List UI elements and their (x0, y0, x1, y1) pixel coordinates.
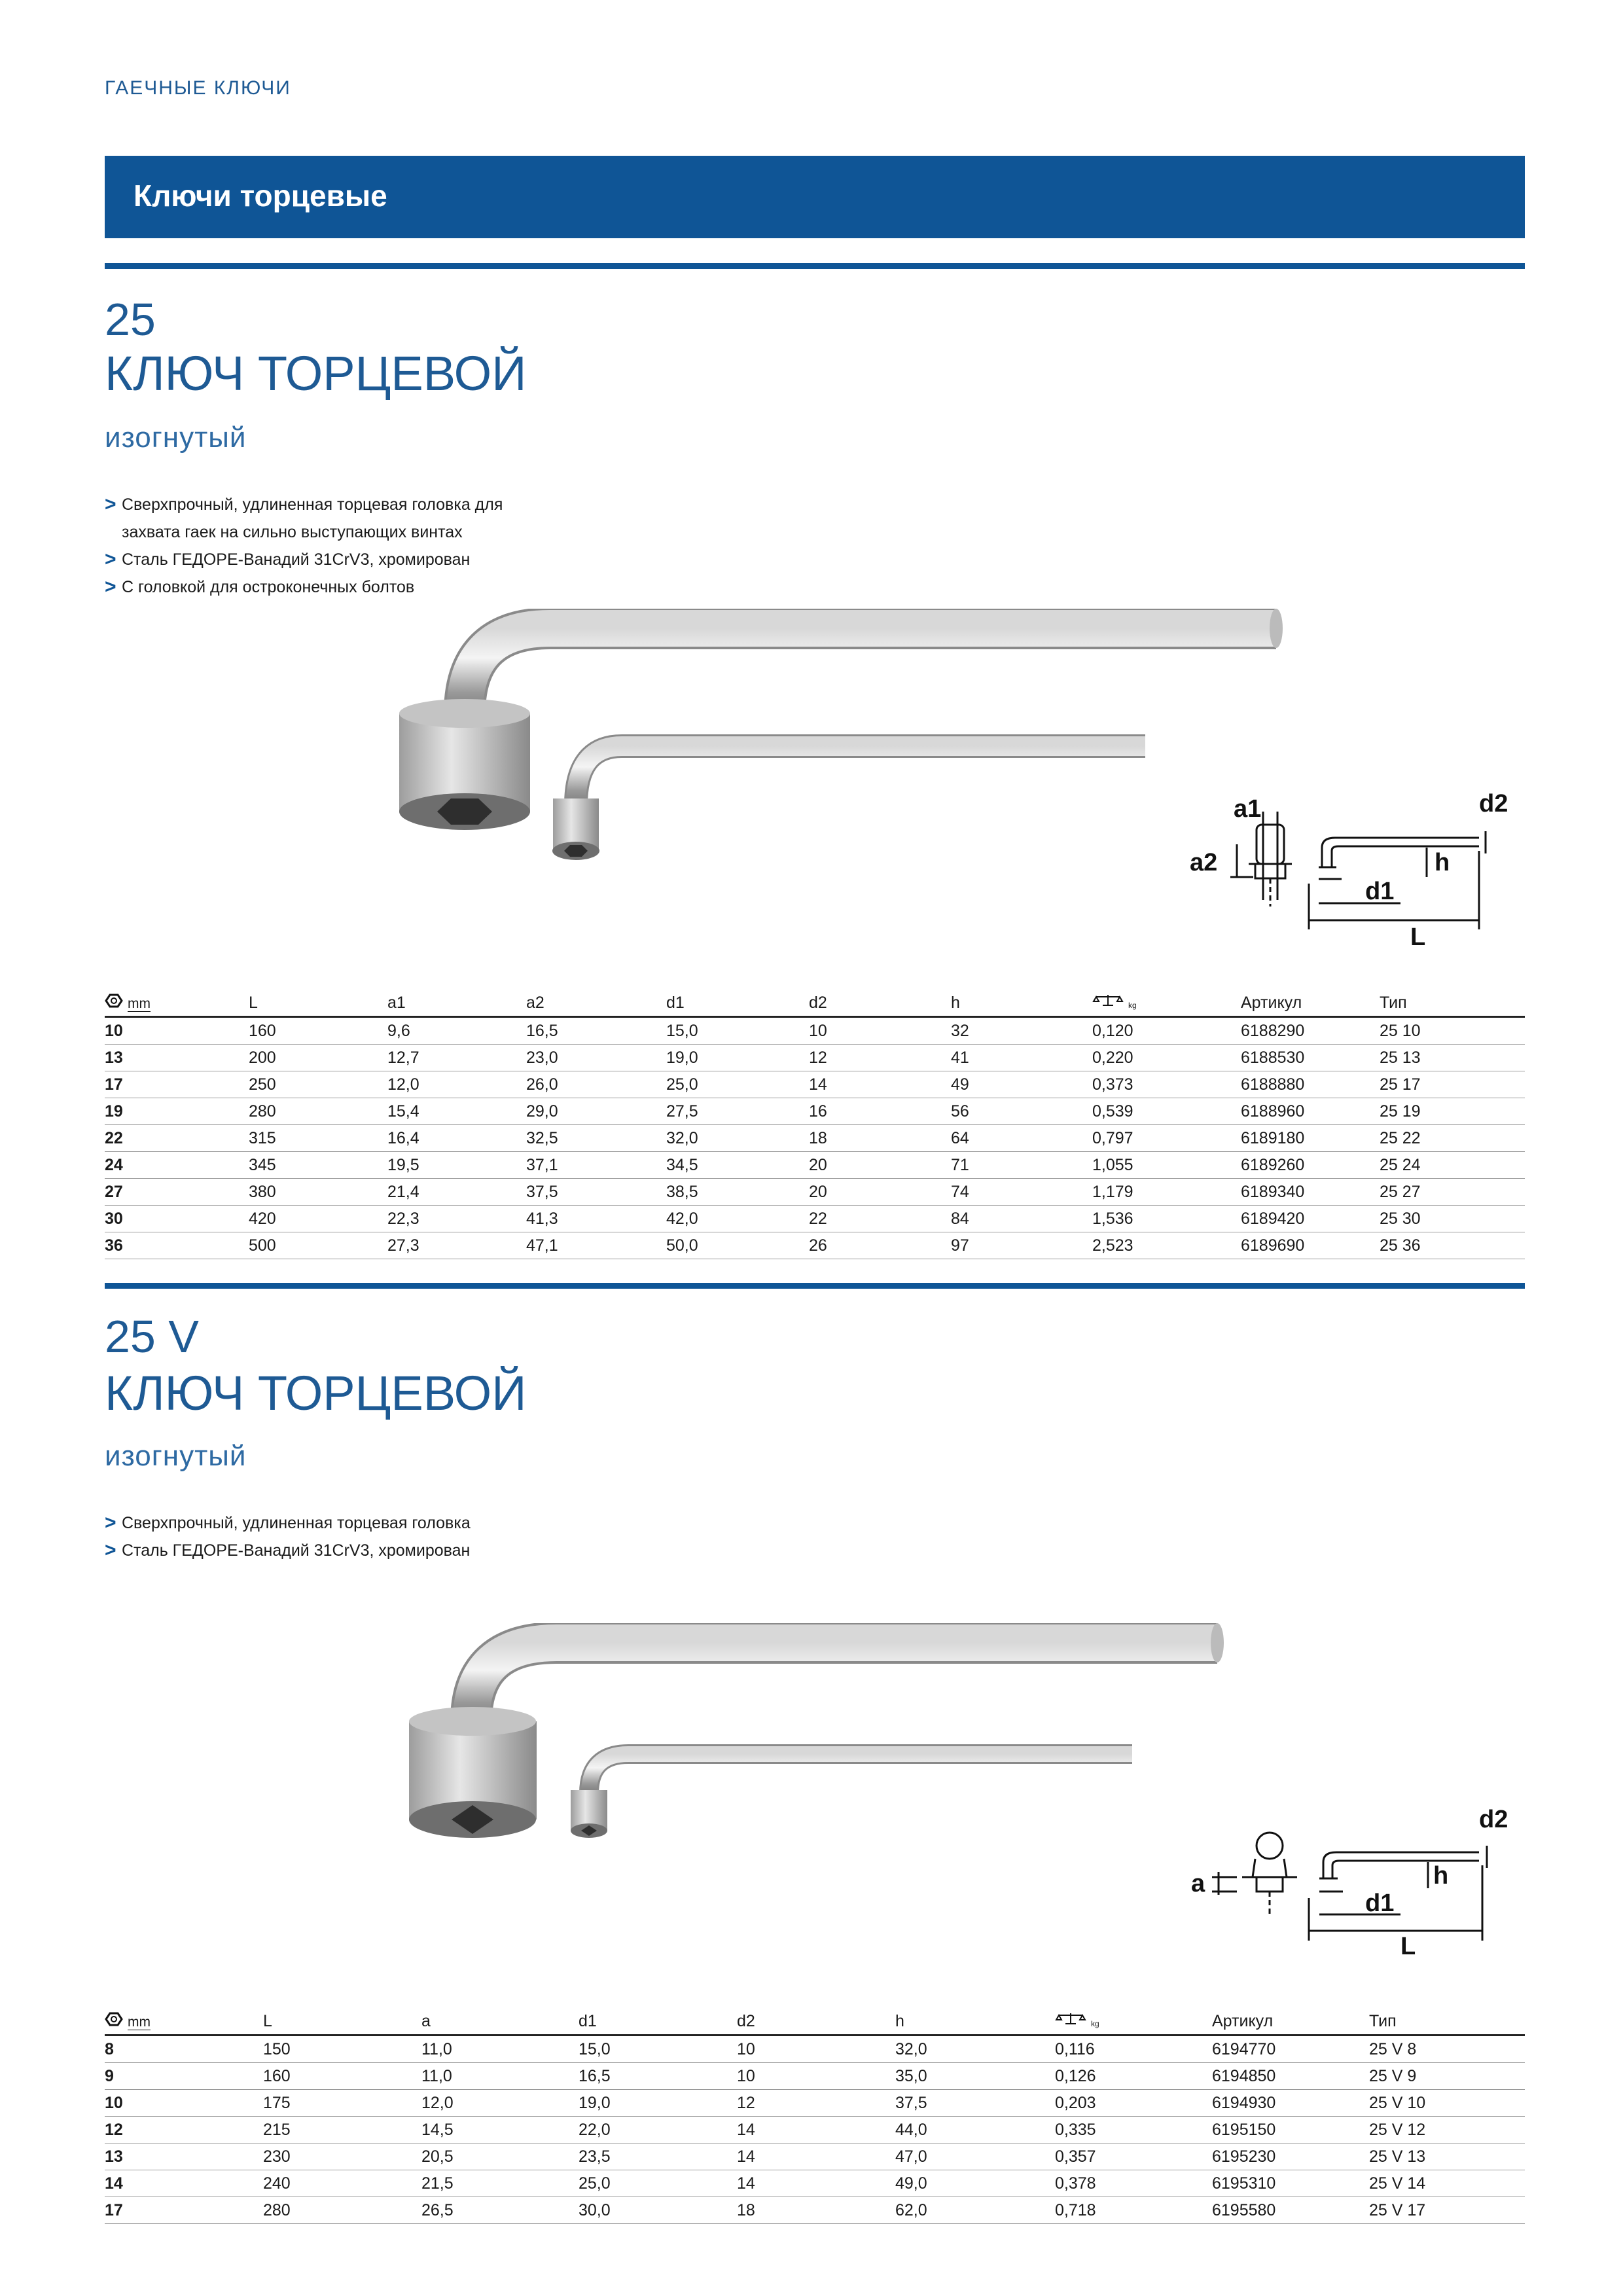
table-cell: 37,1 (526, 1152, 666, 1179)
feature-item: > Сталь ГЕДОРЕ-Ванадий 31CrV3, хромирован (105, 546, 563, 573)
feature-item: > Сверхпрочный, удлиненная торцевая головка для (105, 491, 563, 518)
table-cell: 25 22 (1380, 1125, 1525, 1152)
table-cell: 18 (809, 1125, 951, 1152)
table-cell: 50,0 (666, 1232, 809, 1259)
table-cell: 6189690 (1241, 1232, 1380, 1259)
table-cell: 22,3 (387, 1206, 526, 1232)
banner-title: Ключи торцевые (134, 179, 387, 213)
feature-item: > Сталь ГЕДОРЕ-Ванадий 31CrV3, хромирован (105, 1537, 563, 1564)
table-cell: 6189180 (1241, 1125, 1380, 1152)
table-cell: 215 (263, 2117, 421, 2144)
table-cell: 1,536 (1092, 1206, 1241, 1232)
table-cell: 500 (249, 1232, 387, 1259)
table-cell: 280 (249, 1098, 387, 1125)
l-socket-wrench-photo (386, 609, 1302, 870)
diagram-label-L: L (1410, 924, 1426, 949)
table-cell: 44,0 (895, 2117, 1055, 2144)
table-cell: 30,0 (579, 2197, 737, 2224)
table-cell: 0,335 (1055, 2117, 1212, 2144)
table-cell: 14 (737, 2117, 895, 2144)
column-header: Артикул (1212, 2008, 1369, 2036)
size-column-header: mm (105, 990, 249, 1017)
table-cell: 6195150 (1212, 2117, 1369, 2144)
table-cell: 25 24 (1380, 1152, 1525, 1179)
size-cell: 19 (105, 1098, 249, 1125)
table-cell: 0,120 (1092, 1017, 1241, 1045)
section1-subtitle: изогнутый (105, 422, 247, 454)
table-cell: 20 (809, 1152, 951, 1179)
table-cell: 10 (809, 1017, 951, 1045)
diagram-label-a2: a2 (1190, 849, 1218, 876)
table-cell: 25 V 12 (1369, 2117, 1525, 2144)
table-body (105, 1017, 1525, 1259)
table-header-row (105, 2008, 1525, 2036)
table-cell: 32,5 (526, 1125, 666, 1152)
column-header: a2 (526, 990, 666, 1017)
table-row (105, 2117, 1525, 2144)
table-cell: 26 (809, 1232, 951, 1259)
table-row (105, 2090, 1525, 2117)
table-cell: 0,378 (1055, 2170, 1212, 2197)
category-label: ГАЕЧНЫЕ КЛЮЧИ (105, 77, 291, 99)
diagram-label-a1: a1 (1234, 795, 1262, 823)
size-cell: 8 (105, 2036, 263, 2063)
size-cell: 17 (105, 2197, 263, 2224)
table-cell: 25 V 9 (1369, 2063, 1525, 2090)
table-cell: 25 V 8 (1369, 2036, 1525, 2063)
bullet-arrow-icon: > (105, 548, 116, 570)
table-cell: 6188880 (1241, 1071, 1380, 1098)
spec-table-25v (105, 2008, 1525, 2224)
table-cell: 23,5 (579, 2144, 737, 2170)
scale-kg-icon (1092, 994, 1124, 1012)
diagram-label-d1: d1 (1365, 1890, 1395, 1917)
table-cell: 9,6 (387, 1017, 526, 1045)
table-cell: 34,5 (666, 1152, 809, 1179)
table-cell: 12 (737, 2090, 895, 2117)
table-cell: 175 (263, 2090, 421, 2117)
table-cell: 16,5 (579, 2063, 737, 2090)
table-cell: 1,055 (1092, 1152, 1241, 1179)
table-cell: 14,5 (421, 2117, 579, 2144)
l-socket-wrench-photo (399, 1623, 1250, 1859)
table-cell: 25 17 (1380, 1071, 1525, 1098)
column-header: h (951, 990, 1092, 1017)
table-cell: 27,3 (387, 1232, 526, 1259)
table-cell: 62,0 (895, 2197, 1055, 2224)
table-cell: 14 (809, 1071, 951, 1098)
table-cell: 19,0 (579, 2090, 737, 2117)
section2-subtitle: изогнутый (105, 1440, 247, 1472)
table-cell: 0,126 (1055, 2063, 1212, 2090)
table-cell: 14 (737, 2144, 895, 2170)
table-cell: 0,718 (1055, 2197, 1212, 2224)
column-header: a1 (387, 990, 526, 1017)
table-body (105, 2036, 1525, 2224)
table-cell: 11,0 (421, 2036, 579, 2063)
table-cell: 23,0 (526, 1045, 666, 1071)
size-cell: 12 (105, 2117, 263, 2144)
table-cell: 20,5 (421, 2144, 579, 2170)
table-cell: 19,5 (387, 1152, 526, 1179)
bullet-arrow-icon: > (105, 576, 116, 598)
hex-nut-icon (105, 2012, 123, 2030)
table-cell: 230 (263, 2144, 421, 2170)
table-cell: 15,0 (666, 1017, 809, 1045)
table-cell: 25 V 17 (1369, 2197, 1525, 2224)
table-cell: 250 (249, 1071, 387, 1098)
table-cell: 6188530 (1241, 1045, 1380, 1071)
size-cell: 24 (105, 1152, 249, 1179)
table-row (105, 1017, 1525, 1045)
table-cell: 0,203 (1055, 2090, 1212, 2117)
table-cell: 0,116 (1055, 2036, 1212, 2063)
column-header: h (895, 2008, 1055, 2036)
bullet-arrow-icon: > (105, 493, 116, 515)
size-cell: 36 (105, 1232, 249, 1259)
table-cell: 74 (951, 1179, 1092, 1206)
table-header-row (105, 990, 1525, 1017)
table-cell: 420 (249, 1206, 387, 1232)
size-cell: 10 (105, 1017, 249, 1045)
table-cell: 26,0 (526, 1071, 666, 1098)
size-cell: 22 (105, 1125, 249, 1152)
table-row (105, 1125, 1525, 1152)
table-row (105, 1206, 1525, 1232)
column-header: d1 (579, 2008, 737, 2036)
feature-item: > Сверхпрочный, удлиненная торцевая головка (105, 1509, 563, 1537)
table-cell: 200 (249, 1045, 387, 1071)
table-cell: 35,0 (895, 2063, 1055, 2090)
table-cell: 25 36 (1380, 1232, 1525, 1259)
feature-item-continuation: захвата гаек на сильно выступающих винтах (122, 523, 463, 541)
size-cell: 14 (105, 2170, 263, 2197)
table-cell: 27,5 (666, 1098, 809, 1125)
size-cell: 13 (105, 2144, 263, 2170)
table-cell: 6188290 (1241, 1017, 1380, 1045)
table-cell: 25,0 (579, 2170, 737, 2197)
dimension-diagram (1171, 1800, 1525, 1957)
table-row (105, 2036, 1525, 2063)
table-cell: 25 30 (1380, 1206, 1525, 1232)
table-cell: 6188960 (1241, 1098, 1380, 1125)
table-cell: 6189340 (1241, 1179, 1380, 1206)
section2-feature-list (105, 1509, 563, 1564)
column-header: d2 (809, 990, 951, 1017)
table-row (105, 1179, 1525, 1206)
table-cell: 97 (951, 1232, 1092, 1259)
table-cell: 12,7 (387, 1045, 526, 1071)
size-cell: 27 (105, 1179, 249, 1206)
table-cell: 25,0 (666, 1071, 809, 1098)
diagram-label-h: h (1433, 1862, 1449, 1890)
table-cell: 0,373 (1092, 1071, 1241, 1098)
table-cell: 1,179 (1092, 1179, 1241, 1206)
section1-feature-list (105, 491, 563, 601)
diagram-label-h: h (1435, 849, 1450, 876)
table-cell: 25 10 (1380, 1017, 1525, 1045)
column-header: Тип (1369, 2008, 1525, 2036)
table-cell: 14 (737, 2170, 895, 2197)
section2-number: 25 V (105, 1311, 199, 1362)
table-cell: 21,5 (421, 2170, 579, 2197)
table-cell: 12,0 (421, 2090, 579, 2117)
size-cell: 10 (105, 2090, 263, 2117)
table-cell: 12 (809, 1045, 951, 1071)
table-cell: 49 (951, 1071, 1092, 1098)
table-row (105, 2197, 1525, 2224)
table-cell: 25 V 10 (1369, 2090, 1525, 2117)
dimension-diagram (1171, 785, 1525, 949)
table-cell: 15,4 (387, 1098, 526, 1125)
table-cell: 150 (263, 2036, 421, 2063)
table-cell: 37,5 (526, 1179, 666, 1206)
table-cell: 6194770 (1212, 2036, 1369, 2063)
table-cell: 25 13 (1380, 1045, 1525, 1071)
table-cell: 6195580 (1212, 2197, 1369, 2224)
weight-column-header: kg (1055, 2008, 1212, 2036)
column-header: d1 (666, 990, 809, 1017)
bullet-arrow-icon: > (105, 1512, 116, 1534)
column-header: a (421, 2008, 579, 2036)
table-cell: 345 (249, 1152, 387, 1179)
table-cell: 315 (249, 1125, 387, 1152)
table-cell: 15,0 (579, 2036, 737, 2063)
table-cell: 37,5 (895, 2090, 1055, 2117)
table-cell: 6194850 (1212, 2063, 1369, 2090)
hex-nut-icon (105, 994, 123, 1012)
table-cell: 42,0 (666, 1206, 809, 1232)
table-row (105, 1098, 1525, 1125)
table-cell: 25 V 13 (1369, 2144, 1525, 2170)
size-column-header: mm (105, 2008, 263, 2036)
size-cell: 9 (105, 2063, 263, 2090)
table-cell: 64 (951, 1125, 1092, 1152)
table-cell: 20 (809, 1179, 951, 1206)
diagram-label-d1: d1 (1365, 878, 1395, 905)
diagram-label-L: L (1400, 1933, 1416, 1957)
table-cell: 160 (249, 1017, 387, 1045)
table-cell: 6195310 (1212, 2170, 1369, 2197)
table-cell: 2,523 (1092, 1232, 1241, 1259)
table-cell: 41 (951, 1045, 1092, 1071)
table-cell: 49,0 (895, 2170, 1055, 2197)
table-cell: 32,0 (895, 2036, 1055, 2063)
table-cell: 160 (263, 2063, 421, 2090)
table-cell: 41,3 (526, 1206, 666, 1232)
table-cell: 22 (809, 1206, 951, 1232)
table-cell: 22,0 (579, 2117, 737, 2144)
column-header: L (263, 2008, 421, 2036)
table-cell: 12,0 (387, 1071, 526, 1098)
table-cell: 6189420 (1241, 1206, 1380, 1232)
weight-column-header: kg (1092, 990, 1241, 1017)
table-row (105, 1071, 1525, 1098)
table-cell: 84 (951, 1206, 1092, 1232)
diagram-label-d2: d2 (1479, 1806, 1508, 1833)
column-header: d2 (737, 2008, 895, 2036)
table-cell: 240 (263, 2170, 421, 2197)
table-cell: 10 (737, 2036, 895, 2063)
table-cell: 38,5 (666, 1179, 809, 1206)
table-row (105, 1045, 1525, 1071)
table-cell: 0,797 (1092, 1125, 1241, 1152)
table-cell: 16,5 (526, 1017, 666, 1045)
table-cell: 16,4 (387, 1125, 526, 1152)
size-cell: 30 (105, 1206, 249, 1232)
table-cell: 25 V 14 (1369, 2170, 1525, 2197)
column-header: Тип (1380, 990, 1525, 1017)
table-cell: 21,4 (387, 1179, 526, 1206)
bullet-arrow-icon: > (105, 1539, 116, 1561)
table-row (105, 2144, 1525, 2170)
section-divider (105, 263, 1525, 269)
table-row (105, 1152, 1525, 1179)
table-cell: 6195230 (1212, 2144, 1369, 2170)
section1-number: 25 (105, 294, 156, 345)
column-header: Артикул (1241, 990, 1380, 1017)
size-cell: 13 (105, 1045, 249, 1071)
table-cell: 32,0 (666, 1125, 809, 1152)
table-cell: 6189260 (1241, 1152, 1380, 1179)
column-header: L (249, 990, 387, 1017)
table-cell: 47,1 (526, 1232, 666, 1259)
size-cell: 17 (105, 1071, 249, 1098)
section2-title: КЛЮЧ ТОРЦЕВОЙ (105, 1366, 527, 1420)
spec-table-25 (105, 990, 1525, 1259)
section1-title: КЛЮЧ ТОРЦЕВОЙ (105, 346, 527, 401)
table-cell: 380 (249, 1179, 387, 1206)
feature-item: > С головкой для остроконечных болтов (105, 573, 563, 601)
table-cell: 6194930 (1212, 2090, 1369, 2117)
table-cell: 0,220 (1092, 1045, 1241, 1071)
table-cell: 56 (951, 1098, 1092, 1125)
table-cell: 280 (263, 2197, 421, 2224)
table-cell: 16 (809, 1098, 951, 1125)
table-cell: 29,0 (526, 1098, 666, 1125)
section-divider (105, 1283, 1525, 1289)
table-cell: 47,0 (895, 2144, 1055, 2170)
table-cell: 25 19 (1380, 1098, 1525, 1125)
table-row (105, 1232, 1525, 1259)
table-cell: 25 27 (1380, 1179, 1525, 1206)
table-cell: 18 (737, 2197, 895, 2224)
table-cell: 71 (951, 1152, 1092, 1179)
table-cell: 11,0 (421, 2063, 579, 2090)
table-cell: 19,0 (666, 1045, 809, 1071)
scale-kg-icon (1055, 2012, 1086, 2030)
section-banner (105, 156, 1525, 238)
table-cell: 10 (737, 2063, 895, 2090)
diagram-label-d2: d2 (1479, 790, 1508, 817)
diagram-label-a: a (1191, 1870, 1205, 1897)
table-cell: 26,5 (421, 2197, 579, 2224)
table-cell: 32 (951, 1017, 1092, 1045)
table-cell: 0,357 (1055, 2144, 1212, 2170)
table-cell: 0,539 (1092, 1098, 1241, 1125)
table-row (105, 2170, 1525, 2197)
table-row (105, 2063, 1525, 2090)
